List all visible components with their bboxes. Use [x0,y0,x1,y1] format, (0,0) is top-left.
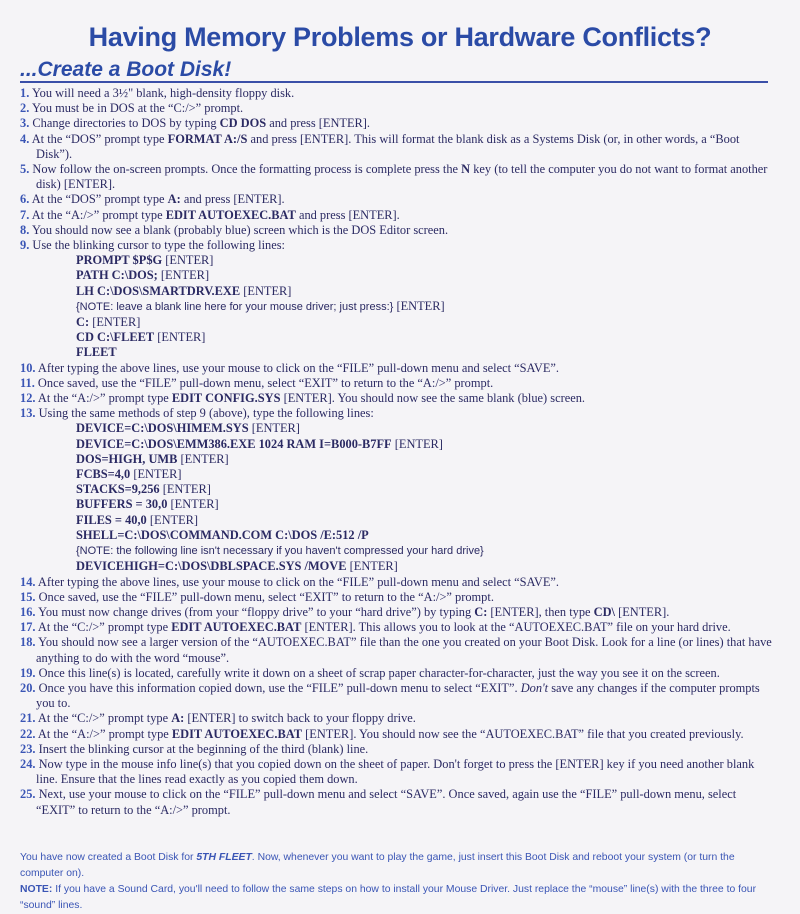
step-8: 8. You should now see a blank (probably blue) screen which is the DOS Editor screen. [20,222,449,237]
step-12: 12. At the “A:/>” prompt type EDIT CONFIG.SYS [ENTER]. You should now see the same blank (blue) screen. [20,391,586,406]
step-21: 21. At the “C:/>” prompt type A: [ENTER] to switch back to your floppy drive. [20,711,416,726]
autoexec-line: CD C:\FLEET [ENTER] [76,330,206,345]
autoexec-line: PATH C:\DOS; [ENTER] [76,268,210,283]
footer [20,850,780,914]
step-13: 13. Using the same methods of step 9 (above), type the following lines: [20,406,374,421]
step-19: 19. Once this line(s) is located, carefully write it down on a sheet of scrap paper character-for-character, just the way you see it on the screen. [20,665,720,680]
step-16: 16. You must now change drives (from your “floppy drive” to your “hard drive”) by typing C: [ENTER], then type CD\ [ENTER]. [20,604,670,619]
step-20: 20. Once you have this information copied down, use the “FILE” pull-down menu to select “EXIT”. Don't save any changes if the computer prompts you to. [20,680,760,711]
step-7: 7. At the “A:/>” prompt type EDIT AUTOEXEC.BAT and press [ENTER]. [20,207,400,222]
config-line: FILES = 40,0 [ENTER] [76,512,199,527]
autoexec-line: PROMPT $P$G [ENTER] [76,253,214,268]
autoexec-line: FLEET [76,345,117,360]
step-15: 15. Once saved, use the “FILE” pull-down menu, select “EXIT” to return to the “A:/>” prompt. [20,589,494,604]
page-title: Having Memory Problems or Hardware Conflicts? [88,22,712,52]
step-1: 1. You will need a 3½" blank, high-density floppy disk. [20,86,295,100]
autoexec-line: C: [ENTER] [76,315,141,330]
step-23: 23. Insert the blinking cursor at the beginning of the third (blank) line. [20,741,369,756]
step-6: 6. At the “DOS” prompt type A: and press [ENTER]. [20,192,285,207]
config-line: FCBS=4,0 [ENTER] [76,467,182,482]
step-25: 25. Next, use your mouse to click on the “FILE” pull-down menu and select “SAVE”. Once saved, again use the “FILE” pull-down menu, select “EXIT” to return to the “A:/>” prompt. [20,787,737,817]
step-24: 24. Now type in the mouse info line(s) that you copied down on the sheet of paper. Don't forget to press the [ENTER] key if you need another blank line. Ensure that the lines read exactly as you copied them down. [20,756,755,787]
footer-note: NOTE: If you have a Sound Card, you'll need to follow the same steps on how to install your Mouse Driver. Just replace the “mouse” line(s) with the three to four “sound” lines. [20,884,757,911]
step-5: 5. Now follow the on-screen prompts. Once the formatting process is complete press the N key (to tell the computer you do not want to format another disk) [ENTER]. [20,162,768,192]
autoexec-note: {NOTE: leave a blank line here for your mouse driver; just press:} [ENTER] [76,298,445,313]
step-22: 22. At the “A:/>” prompt type EDIT AUTOEXEC.BAT [ENTER]. You should now see the “AUTOEXEC.BAT” file that you created previously. [20,726,744,741]
step-11: 11. Once saved, use the “FILE” pull-down menu, select “EXIT” to return to the “A:/>” prompt. [20,375,494,390]
step-2: 2. You must be in DOS at the “C:/>” prompt. [20,101,244,116]
step-3: 3. Change directories to DOS by typing CD DOS and press [ENTER]. [20,116,371,131]
step-4: 4. At the “DOS” prompt type FORMAT A:/S and press [ENTER]. This will format the blank disk as a Systems Disk (or, in other words, a “Boot Disk”). [20,131,740,161]
step-14: 14. After typing the above lines, use your mouse to click on the “FILE” pull-down menu and select “SAVE”. [20,574,560,589]
step-17: 17. At the “C:/>” prompt type EDIT AUTOEXEC.BAT [ENTER]. This allows you to look at the “AUTOEXEC.BAT” file on your hard drive. [20,620,731,635]
config-line: DEVICE=C:\DOS\HIMEM.SYS [ENTER] [76,421,300,436]
config-line: DOS=HIGH, UMB [ENTER] [76,451,229,466]
step-10: 10. After typing the above lines, use your mouse to click on the “FILE” pull-down menu and select “SAVE”. [20,360,560,375]
config-line: SHELL=C:\DOS\COMMAND.COM C:\DOS /E:512 /P [76,527,369,542]
step-18: 18. You should now see a larger version of the “AUTOEXEC.BAT” file than the one you created on your Boot Disk. Look for a line (or lines) that have anything to do with the word “mouse”. [20,635,772,665]
config-line: DEVICEHIGH=C:\DOS\DBLSPACE.SYS /MOVE [ENTER] [76,559,398,574]
steps-list [20,86,772,818]
footer-text: You have now created a Boot Disk for 5TH FLEET. Now, whenever you want to play the game, just insert this Boot Disk and reboot your system (or turn the computer on). [20,852,735,879]
config-line: DEVICE=C:\DOS\EMM386.EXE 1024 RAM I=B000-B7FF [ENTER] [76,436,443,451]
config-note: {NOTE: the following line isn't necessary if you haven't compressed your hard drive} [76,545,484,558]
title-divider [20,81,768,83]
step-9: 9. Use the blinking cursor to type the following lines: [20,238,285,253]
config-line: STACKS=9,256 [ENTER] [76,482,211,497]
page-subtitle: ...Create a Boot Disk! [20,58,232,81]
autoexec-line: LH C:\DOS\SMARTDRV.EXE [ENTER] [76,283,292,298]
config-line: BUFFERS = 30,0 [ENTER] [76,497,219,512]
